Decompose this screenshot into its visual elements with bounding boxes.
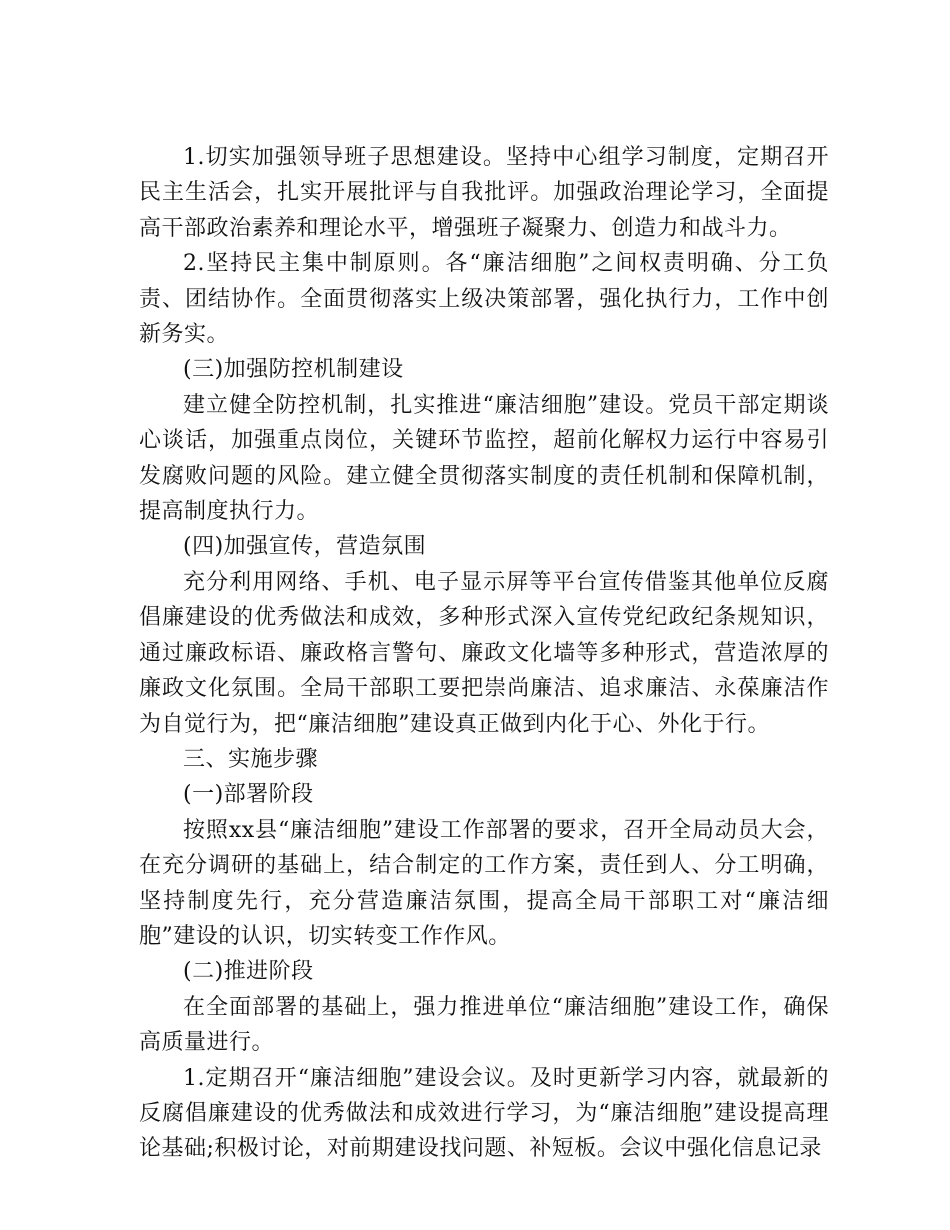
section-heading-prevention-mechanism: (三)加强防控机制建设 bbox=[183, 357, 404, 383]
document-body bbox=[139, 140, 829, 1167]
paragraph-prevention-mechanism: 建立健全防控机制，扎实推进“廉洁细胞”建设。党员干部定期谈心谈话，加强重点岗位，关键环节监控，超前化解权力运行中容易引发腐败问题的风险。建立健全贯彻落实制度的责任机制和保障机制，提高制度执行力。 bbox=[139, 392, 829, 525]
section-heading-publicity: (四)加强宣传，营造氛围 bbox=[183, 534, 427, 560]
paragraph-promotion-stage: 在全面部署的基础上，强力推进单位“廉洁细胞”建设工作，确保高质量进行。 bbox=[139, 994, 829, 1056]
section-heading-promotion-stage: (二)推进阶段 bbox=[183, 959, 314, 985]
section-heading-implementation-steps: 三、实施步骤 bbox=[183, 746, 319, 772]
paragraph-regular-meetings: 1.定期召开“廉洁细胞”建设会议。及时更新学习内容，就最新的反腐倡廉建设的优秀做法和成效进行学习，为“廉洁细胞”建设提高理论基础;积极讨论，对前期建设找问题、补短板。会议中强化信息记录 bbox=[139, 1065, 829, 1162]
paragraph-deployment-stage: 按照xx县“廉洁细胞”建设工作部署的要求，召开全局动员大会，在充分调研的基础上，结合制定的工作方案，责任到人、分工明确，坚持制度先行，充分营造廉洁氛围，提高全局干部职工对“廉洁细胞”建设的认识，切实转变工作作风。 bbox=[139, 817, 829, 949]
paragraph-democratic-centralism: 2.坚持民主集中制原则。各“廉洁细胞”之间权责明确、分工负责、团结协作。全面贯彻落实上级决策部署，强化执行力，工作中创新务实。 bbox=[139, 251, 829, 348]
paragraph-publicity: 充分利用网络、手机、电子显示屏等平台宣传借鉴其他单位反腐倡廉建设的优秀做法和成效，多种形式深入宣传党纪政纪条规知识，通过廉政标语、廉政格言警句、廉政文化墙等多种形式，营造浓厚的廉政文化氛围。全局干部职工要把崇尚廉洁、追求廉洁、永葆廉洁作为自觉行为，把“廉洁细胞”建设真正做到内化于心、外化于行。 bbox=[139, 569, 829, 737]
section-heading-deployment-stage: (一)部署阶段 bbox=[183, 782, 314, 808]
paragraph-leadership-building: 1.切实加强领导班子思想建设。坚持中心组学习制度，定期召开民主生活会，扎实开展批评与自我批评。加强政治理论学习，全面提高干部政治素养和理论水平，增强班子凝聚力、创造力和战斗力。 bbox=[139, 145, 829, 241]
